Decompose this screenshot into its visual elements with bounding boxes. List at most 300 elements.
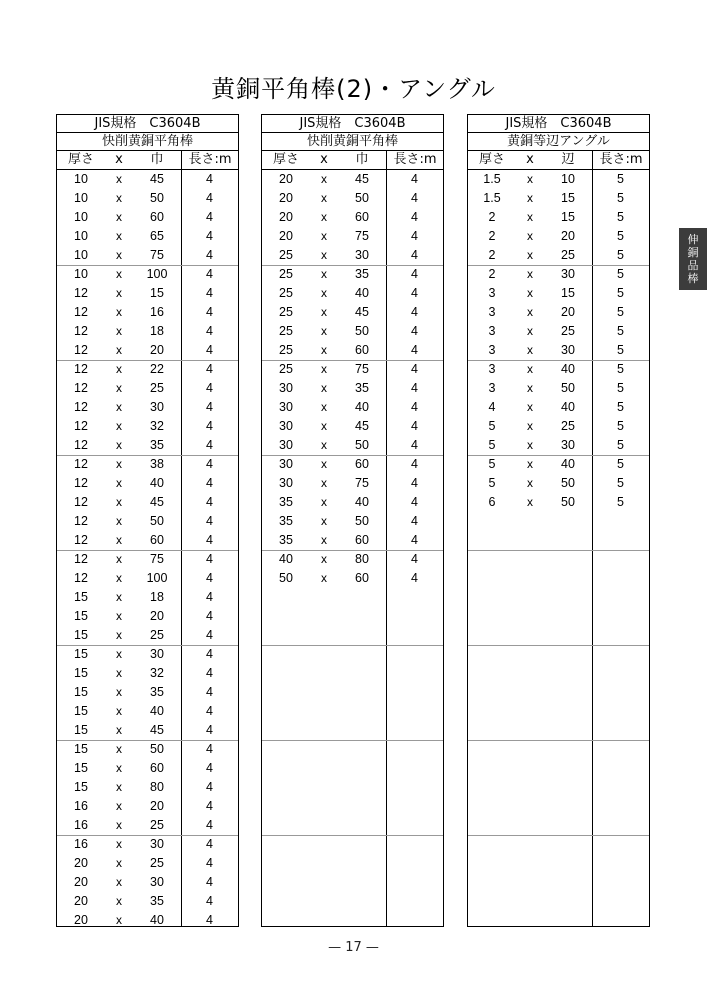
- cell-times: x: [527, 267, 533, 281]
- cell-times: x: [321, 286, 327, 300]
- cell-thickness: 15: [74, 628, 88, 642]
- table-row: [57, 341, 238, 360]
- cell-length: 4: [411, 343, 418, 357]
- table-row: [468, 436, 649, 455]
- cell-width: 50: [561, 381, 575, 395]
- cell-width: 25: [150, 856, 164, 870]
- table-row: [57, 664, 238, 683]
- cell-thickness: 12: [74, 419, 88, 433]
- cell-thickness: 30: [279, 381, 293, 395]
- cell-thickness: 12: [74, 324, 88, 338]
- cell-width: 75: [150, 552, 164, 566]
- cell-thickness: 12: [74, 495, 88, 509]
- table-row: [57, 816, 238, 835]
- cell-times: x: [116, 210, 122, 224]
- cell-length: 4: [206, 324, 213, 338]
- cell-times: x: [321, 172, 327, 186]
- table-row: [468, 322, 649, 341]
- cell-length: 5: [617, 400, 624, 414]
- cell-times: x: [116, 400, 122, 414]
- cell-thickness: 30: [279, 419, 293, 433]
- cell-width: 32: [150, 666, 164, 680]
- cell-thickness: 3: [488, 305, 496, 319]
- cell-length: 4: [206, 210, 213, 224]
- table-body: [468, 170, 649, 927]
- cell-width: 35: [355, 381, 369, 395]
- cell-length: 4: [206, 666, 213, 680]
- cell-length: 4: [411, 438, 418, 452]
- cell-thickness: 15: [74, 723, 88, 737]
- cell-width: 25: [150, 381, 164, 395]
- cell-length: 5: [617, 210, 624, 224]
- table-row: [57, 797, 238, 816]
- cell-length: 4: [206, 761, 213, 775]
- cell-times: x: [321, 552, 327, 566]
- cell-width: 40: [561, 362, 575, 376]
- cell-width: 15: [561, 286, 575, 300]
- cell-thickness: 12: [74, 286, 88, 300]
- cell-thickness: 5: [488, 457, 496, 471]
- cell-length: 4: [411, 533, 418, 547]
- cell-width: 80: [355, 552, 369, 566]
- table-row: [262, 379, 443, 398]
- cell-width: 15: [150, 286, 164, 300]
- cell-width: 45: [355, 172, 369, 186]
- table-row: [262, 227, 443, 246]
- cell-length: 4: [411, 191, 418, 205]
- table-row: [262, 569, 443, 588]
- table-row: [57, 702, 238, 721]
- table-rows: [468, 170, 649, 512]
- tab-char: 品: [687, 259, 699, 272]
- cell-times: x: [116, 343, 122, 357]
- row-group-separator: [57, 265, 238, 266]
- cell-thickness: 12: [74, 362, 88, 376]
- col-thickness: 厚さ: [67, 152, 94, 167]
- cell-length: 5: [617, 248, 624, 262]
- cell-width: 60: [355, 457, 369, 471]
- table-row: [468, 379, 649, 398]
- table-spec: JIS規格 C3604B: [57, 115, 238, 133]
- cell-length: 4: [206, 457, 213, 471]
- table-row: [57, 493, 238, 512]
- table-row: [57, 607, 238, 626]
- cell-thickness: 25: [279, 343, 293, 357]
- cell-length: 4: [206, 856, 213, 870]
- cell-times: x: [116, 590, 122, 604]
- table-row: [57, 911, 238, 930]
- cell-thickness: 2: [488, 210, 496, 224]
- cell-thickness: 30: [279, 438, 293, 452]
- cell-times: x: [116, 324, 122, 338]
- table-row: [57, 835, 238, 854]
- cell-times: x: [116, 438, 122, 452]
- cell-width: 75: [355, 476, 369, 490]
- cell-width: 60: [355, 343, 369, 357]
- cell-length: 4: [206, 495, 213, 509]
- table-row: [57, 360, 238, 379]
- cell-length: 5: [617, 381, 624, 395]
- cell-length: 4: [206, 533, 213, 547]
- cell-thickness: 20: [279, 229, 293, 243]
- table-row: [262, 208, 443, 227]
- cell-times: x: [116, 647, 122, 661]
- cell-length: 4: [206, 590, 213, 604]
- cell-width: 20: [150, 799, 164, 813]
- table-name: 快削黄銅平角棒: [262, 133, 443, 151]
- cell-width: 60: [150, 210, 164, 224]
- row-group-separator: [468, 835, 649, 836]
- cell-length: 5: [617, 457, 624, 471]
- cell-thickness: 1.5: [483, 172, 501, 186]
- table-row: [57, 626, 238, 645]
- cell-width: 38: [150, 457, 164, 471]
- table-row: [57, 550, 238, 569]
- cell-length: 4: [411, 172, 418, 186]
- cell-times: x: [321, 210, 327, 224]
- table-row: [468, 246, 649, 265]
- col-times: x: [526, 152, 534, 167]
- cell-length: 4: [411, 210, 418, 224]
- table-row: [57, 759, 238, 778]
- cell-width: 35: [150, 894, 164, 908]
- cell-thickness: 20: [74, 856, 88, 870]
- cell-times: x: [116, 286, 122, 300]
- cell-times: x: [116, 723, 122, 737]
- section-tab: [679, 228, 707, 290]
- page-number: — 17 —: [328, 940, 379, 955]
- cell-thickness: 35: [279, 514, 293, 528]
- cell-thickness: 15: [74, 647, 88, 661]
- table-row: [57, 854, 238, 873]
- cell-thickness: 12: [74, 514, 88, 528]
- row-group-separator: [57, 455, 238, 456]
- cell-length: 5: [617, 419, 624, 433]
- column-headers: [57, 151, 238, 170]
- cell-width: 40: [561, 457, 575, 471]
- cell-length: 4: [206, 248, 213, 262]
- cell-times: x: [527, 495, 533, 509]
- table-row: [57, 588, 238, 607]
- column-headers: [262, 151, 443, 170]
- cell-length: 5: [617, 324, 624, 338]
- brass-angle-table: [467, 114, 650, 927]
- cell-width: 45: [355, 419, 369, 433]
- col-thickness: 厚さ: [478, 152, 505, 167]
- table-row: [468, 208, 649, 227]
- brass-flat-bar-table-1: [56, 114, 239, 927]
- col-side: 辺: [561, 152, 575, 167]
- table-row: [57, 683, 238, 702]
- cell-width: 50: [561, 495, 575, 509]
- cell-times: x: [527, 210, 533, 224]
- cell-thickness: 15: [74, 704, 88, 718]
- table-row: [262, 398, 443, 417]
- cell-times: x: [116, 362, 122, 376]
- cell-width: 50: [150, 514, 164, 528]
- cell-times: x: [527, 305, 533, 319]
- table-row: [262, 265, 443, 284]
- row-group-separator: [468, 740, 649, 741]
- table-row: [57, 873, 238, 892]
- cell-thickness: 25: [279, 267, 293, 281]
- cell-width: 22: [150, 362, 164, 376]
- cell-length: 4: [411, 457, 418, 471]
- table-row: [468, 474, 649, 493]
- cell-times: x: [116, 856, 122, 870]
- cell-times: x: [321, 305, 327, 319]
- cell-times: x: [321, 476, 327, 490]
- row-group-separator: [468, 550, 649, 551]
- cell-thickness: 12: [74, 438, 88, 452]
- cell-length: 5: [617, 305, 624, 319]
- cell-times: x: [116, 381, 122, 395]
- cell-times: x: [116, 476, 122, 490]
- cell-length: 4: [206, 723, 213, 737]
- cell-length: 4: [206, 438, 213, 452]
- table-row: [57, 189, 238, 208]
- cell-length: 4: [411, 267, 418, 281]
- cell-width: 25: [150, 818, 164, 832]
- table-row: [468, 455, 649, 474]
- cell-length: 4: [206, 476, 213, 490]
- cell-times: x: [116, 495, 122, 509]
- cell-width: 20: [561, 229, 575, 243]
- cell-width: 60: [355, 210, 369, 224]
- row-group-separator: [468, 455, 649, 456]
- cell-length: 4: [206, 875, 213, 889]
- cell-thickness: 30: [279, 400, 293, 414]
- cell-length: 4: [206, 286, 213, 300]
- table-row: [468, 227, 649, 246]
- cell-thickness: 12: [74, 533, 88, 547]
- cell-length: 4: [411, 229, 418, 243]
- row-group-separator: [262, 455, 443, 456]
- table-row: [262, 455, 443, 474]
- table-row: [57, 227, 238, 246]
- cell-times: x: [116, 609, 122, 623]
- cell-thickness: 5: [488, 476, 496, 490]
- cell-width: 40: [561, 400, 575, 414]
- cell-width: 50: [561, 476, 575, 490]
- cell-width: 25: [150, 628, 164, 642]
- cell-width: 40: [150, 704, 164, 718]
- cell-thickness: 5: [488, 438, 496, 452]
- table-row: [468, 265, 649, 284]
- cell-width: 30: [150, 875, 164, 889]
- cell-width: 60: [150, 761, 164, 775]
- table-row: [57, 474, 238, 493]
- col-length: 長さ:m: [386, 151, 443, 169]
- cell-times: x: [321, 438, 327, 452]
- table-row: [57, 778, 238, 797]
- cell-thickness: 20: [279, 191, 293, 205]
- table-row: [57, 569, 238, 588]
- cell-width: 50: [355, 324, 369, 338]
- table-row: [262, 341, 443, 360]
- table-row: [262, 493, 443, 512]
- cell-times: x: [116, 571, 122, 585]
- cell-thickness: 2: [488, 267, 496, 281]
- cell-times: x: [116, 780, 122, 794]
- table-row: [57, 721, 238, 740]
- cell-width: 25: [561, 248, 575, 262]
- cell-width: 80: [150, 780, 164, 794]
- table-body: [57, 170, 238, 927]
- table-row: [468, 189, 649, 208]
- cell-width: 100: [146, 267, 168, 281]
- cell-width: 75: [150, 248, 164, 262]
- row-group-separator: [57, 360, 238, 361]
- column-headers: [468, 151, 649, 170]
- row-group-separator: [262, 265, 443, 266]
- table-row: [57, 531, 238, 550]
- table-name: 快削黄銅平角棒: [57, 133, 238, 151]
- cell-times: x: [321, 324, 327, 338]
- cell-times: x: [321, 248, 327, 262]
- cell-width: 20: [150, 609, 164, 623]
- cell-width: 100: [146, 571, 168, 585]
- cell-width: 40: [355, 495, 369, 509]
- cell-length: 4: [206, 191, 213, 205]
- cell-times: x: [116, 799, 122, 813]
- cell-width: 45: [150, 495, 164, 509]
- cell-thickness: 10: [74, 229, 88, 243]
- cell-width: 45: [150, 172, 164, 186]
- cell-length: 5: [617, 286, 624, 300]
- cell-length: 4: [411, 495, 418, 509]
- row-group-separator: [262, 360, 443, 361]
- cell-length: 4: [411, 286, 418, 300]
- cell-length: 4: [206, 305, 213, 319]
- cell-thickness: 12: [74, 571, 88, 585]
- col-length: 長さ:m: [592, 151, 649, 169]
- table-row: [468, 398, 649, 417]
- cell-width: 35: [150, 438, 164, 452]
- cell-length: 4: [411, 514, 418, 528]
- cell-thickness: 12: [74, 552, 88, 566]
- cell-thickness: 20: [74, 894, 88, 908]
- table-row: [57, 284, 238, 303]
- cell-thickness: 20: [74, 913, 88, 927]
- cell-thickness: 6: [488, 495, 496, 509]
- page-title: 黄銅平角棒(2)・アングル: [211, 75, 496, 103]
- cell-length: 5: [617, 191, 624, 205]
- cell-times: x: [321, 419, 327, 433]
- cell-thickness: 12: [74, 457, 88, 471]
- cell-length: 5: [617, 229, 624, 243]
- cell-times: x: [527, 400, 533, 414]
- cell-times: x: [321, 457, 327, 471]
- table-row: [57, 417, 238, 436]
- cell-thickness: 15: [74, 685, 88, 699]
- table-row: [262, 512, 443, 531]
- cell-times: x: [527, 457, 533, 471]
- table-row: [57, 322, 238, 341]
- cell-width: 30: [561, 343, 575, 357]
- table-row: [262, 550, 443, 569]
- cell-thickness: 12: [74, 476, 88, 490]
- cell-width: 50: [150, 742, 164, 756]
- cell-length: 4: [206, 894, 213, 908]
- cell-times: x: [527, 362, 533, 376]
- table-row: [57, 379, 238, 398]
- cell-thickness: 1.5: [483, 191, 501, 205]
- cell-times: x: [116, 666, 122, 680]
- cell-length: 4: [206, 571, 213, 585]
- cell-thickness: 15: [74, 761, 88, 775]
- cell-times: x: [116, 761, 122, 775]
- row-group-separator: [57, 550, 238, 551]
- tab-char: 伸: [687, 233, 699, 246]
- cell-width: 40: [355, 400, 369, 414]
- table-rows: [262, 170, 443, 588]
- cell-length: 4: [206, 514, 213, 528]
- cell-thickness: 5: [488, 419, 496, 433]
- table-row: [468, 303, 649, 322]
- cell-width: 18: [150, 590, 164, 604]
- cell-width: 40: [150, 913, 164, 927]
- cell-times: x: [321, 514, 327, 528]
- table-row: [57, 455, 238, 474]
- cell-width: 25: [561, 419, 575, 433]
- cell-thickness: 25: [279, 305, 293, 319]
- cell-thickness: 25: [279, 286, 293, 300]
- cell-times: x: [116, 837, 122, 851]
- table-row: [262, 474, 443, 493]
- cell-length: 4: [206, 381, 213, 395]
- cell-length: 4: [206, 419, 213, 433]
- cell-length: 4: [206, 267, 213, 281]
- cell-times: x: [527, 324, 533, 338]
- cell-times: x: [321, 229, 327, 243]
- cell-times: x: [321, 495, 327, 509]
- cell-length: 4: [206, 837, 213, 851]
- row-group-separator: [262, 835, 443, 836]
- row-group-separator: [468, 645, 649, 646]
- cell-length: 4: [206, 913, 213, 927]
- cell-thickness: 15: [74, 590, 88, 604]
- tab-char: 棒: [687, 272, 699, 285]
- cell-times: x: [116, 742, 122, 756]
- cell-times: x: [116, 533, 122, 547]
- cell-times: x: [527, 438, 533, 452]
- cell-width: 10: [561, 172, 575, 186]
- cell-thickness: 2: [488, 248, 496, 262]
- cell-times: x: [321, 343, 327, 357]
- cell-length: 4: [206, 742, 213, 756]
- cell-width: 30: [355, 248, 369, 262]
- cell-times: x: [321, 267, 327, 281]
- cell-thickness: 12: [74, 381, 88, 395]
- table-row: [468, 170, 649, 189]
- table-row: [57, 246, 238, 265]
- cell-times: x: [116, 457, 122, 471]
- cell-times: x: [116, 191, 122, 205]
- cell-length: 4: [206, 362, 213, 376]
- cell-thickness: 16: [74, 818, 88, 832]
- cell-length: 4: [411, 305, 418, 319]
- cell-times: x: [116, 267, 122, 281]
- cell-width: 60: [355, 533, 369, 547]
- cell-thickness: 10: [74, 267, 88, 281]
- cell-thickness: 35: [279, 495, 293, 509]
- cell-thickness: 3: [488, 324, 496, 338]
- table-row: [468, 284, 649, 303]
- cell-length: 4: [411, 476, 418, 490]
- cell-times: x: [116, 514, 122, 528]
- cell-length: 4: [411, 400, 418, 414]
